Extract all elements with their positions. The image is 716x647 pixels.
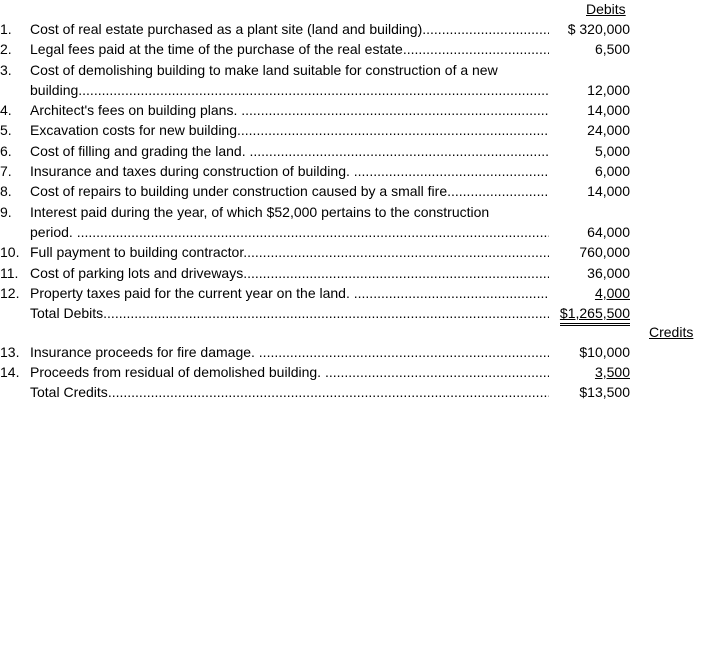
row-14-description: Proceeds from residual of demolished building. ..... <box>30 362 549 382</box>
row-2-amount: 6,500 <box>594 41 630 57</box>
row-11-number: 11. <box>0 265 19 281</box>
row-9-description: Interest paid during the year, of which $52,000 pertains to the construction <box>30 204 490 220</box>
total-credits-label: Total Credits ..... <box>30 382 549 402</box>
row-13-number: 13. <box>0 344 20 360</box>
row-12-number: 12. <box>0 285 20 301</box>
row-14-number: 14. <box>0 364 20 380</box>
row-9-description-cont: period. ..... <box>30 222 549 242</box>
row-5-number: 5. <box>0 122 12 138</box>
row-11-description: Cost of parking lots and driveways ..... <box>30 263 549 283</box>
debits-header: Debits <box>586 1 626 17</box>
row-6-amount: 5,000 <box>594 143 630 159</box>
row-1-number: 1. <box>0 21 12 37</box>
row-10-number: 10. <box>0 244 20 260</box>
row-3-description-cont: building ..... <box>30 80 549 100</box>
row-3-amount: 12,000 <box>587 82 630 98</box>
row-9-amount: 64,000 <box>587 224 630 240</box>
row-7-description: Insurance and taxes during construction of building. ..... <box>30 161 549 181</box>
row-1-amount: $ 320,000 <box>567 21 630 37</box>
total-credits-amount: $13,500 <box>579 384 630 400</box>
row-3-description: Cost of demolishing building to make land suitable for construction of a new <box>30 62 498 78</box>
row-10-description: Full payment to building contractor ..... <box>30 242 549 262</box>
row-6-description: Cost of filling and grading the land. ..... <box>30 141 549 161</box>
row-13-description: Insurance proceeds for fire damage. ..... <box>30 342 549 362</box>
row-4-amount: 14,000 <box>587 102 630 118</box>
row-4-number: 4. <box>0 102 12 118</box>
row-8-number: 8. <box>0 183 12 199</box>
total-debits-amount: $1,265,500 <box>552 303 630 323</box>
row-7-number: 7. <box>0 163 12 179</box>
total-debits-label: Total Debits ..... <box>30 303 549 323</box>
row-12-amount: 4,000 <box>594 285 630 301</box>
row-3-number: 3. <box>0 62 12 78</box>
row-12-description: Property taxes paid for the current year on the land. ..... <box>30 283 549 303</box>
row-2-number: 2. <box>0 41 12 57</box>
row-5-amount: 24,000 <box>587 122 630 138</box>
row-7-amount: 6,000 <box>594 163 630 179</box>
row-5-description: Excavation costs for new building ..... <box>30 120 549 140</box>
row-8-description: Cost of repairs to building under construction caused by a small fire ..... <box>30 181 549 201</box>
row-11-amount: 36,000 <box>587 265 630 281</box>
row-10-amount: 760,000 <box>579 244 630 260</box>
credits-header: Credits <box>649 324 694 340</box>
row-1-description: Cost of real estate purchased as a plant site (land and building) ..... <box>30 19 549 39</box>
row-9-number: 9. <box>0 204 12 220</box>
row-8-amount: 14,000 <box>587 183 630 199</box>
row-13-amount: $10,000 <box>579 344 630 360</box>
row-4-description: Architect's fees on building plans. ..... <box>30 100 549 120</box>
row-6-number: 6. <box>0 143 12 159</box>
row-14-amount: 3,500 <box>594 364 630 380</box>
row-2-description: Legal fees paid at the time of the purchase of the real estate ..... <box>30 39 549 59</box>
